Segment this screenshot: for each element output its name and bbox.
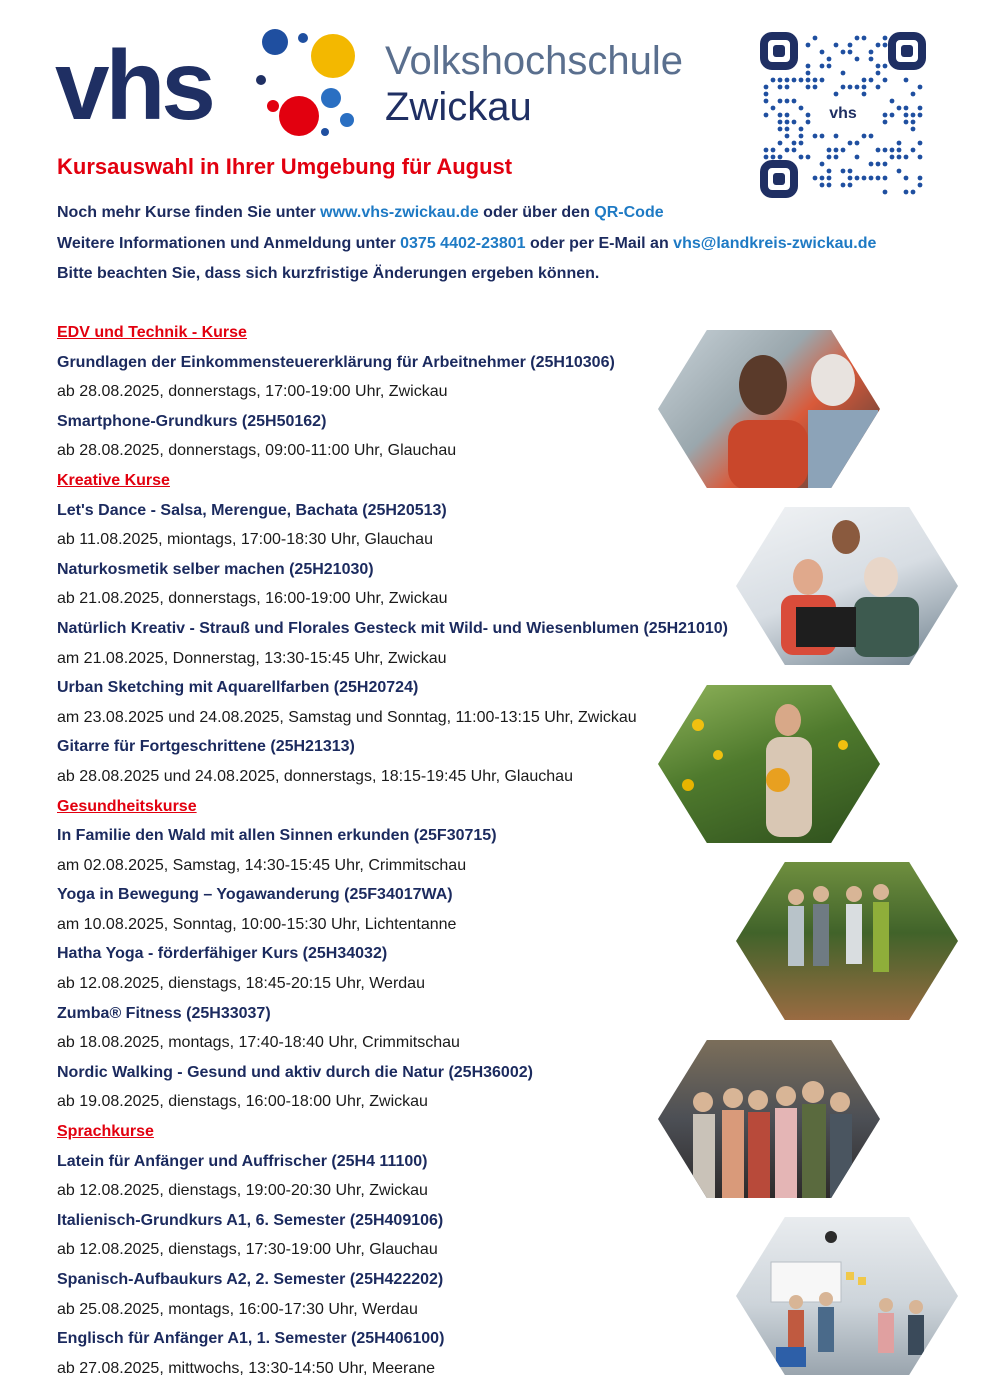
logo-wordmark: vhs bbox=[55, 30, 212, 140]
course-details: ab 18.08.2025, montags, 17:40-18:40 Uhr, Crimmitschau bbox=[57, 1034, 460, 1052]
info-line-contact: Weitere Informationen und Anmeldung unter 0375 4402-23801 oder per E-Mail an vhs@landkreis-zwickau.de bbox=[57, 235, 877, 252]
category-heading: Sprachkurse bbox=[57, 1123, 154, 1141]
logo-name-line2: Zwickau bbox=[385, 85, 532, 129]
course-list bbox=[57, 318, 777, 1383]
logo-name bbox=[385, 38, 683, 130]
course-details: am 21.08.2025, Donnerstag, 13:30-15:45 Uhr, Zwickau bbox=[57, 649, 447, 667]
course-details: ab 12.08.2025, dienstags, 18:45-20:15 Uhr, Werdau bbox=[57, 975, 425, 993]
course-title: In Familie den Wald mit allen Sinnen erkunden (25F30715) bbox=[57, 827, 497, 845]
course-details: ab 11.08.2025, miontags, 17:00-18:30 Uhr, Glauchau bbox=[57, 531, 433, 549]
course-title: Smartphone-Grundkurs (25H50162) bbox=[57, 412, 327, 430]
course-title: Englisch für Anfänger A1, 1. Semester (25H406100) bbox=[57, 1330, 445, 1348]
phone-link[interactable]: 0375 4402-23801 bbox=[400, 235, 526, 252]
qr-code-link[interactable]: QR-Code bbox=[594, 204, 664, 221]
vhs-logo bbox=[55, 28, 735, 148]
course-title: Grundlagen der Einkommensteuererklärung für Arbeitnehmer (25H10306) bbox=[57, 353, 615, 371]
course-title: Spanisch-Aufbaukurs A2, 2. Semester (25H422202) bbox=[57, 1271, 444, 1288]
course-title: Urban Sketching mit Aquarellfarben (25H20724) bbox=[57, 679, 419, 697]
course-title: Yoga in Bewegung – Yogawanderung (25F34017WA) bbox=[57, 886, 453, 904]
course-details: ab 28.08.2025 und 24.08.2025, donnerstags, 18:15-19:45 Uhr, Glauchau bbox=[57, 767, 573, 785]
course-details: ab 28.08.2025, donnerstags, 09:00-11:00 Uhr, Glauchau bbox=[57, 442, 457, 460]
logo-dots-icon bbox=[255, 28, 365, 140]
category-heading: EDV und Technik - Kurse bbox=[57, 324, 247, 341]
course-details: ab 25.08.2025, montags, 16:00-17:30 Uhr, Werdau bbox=[57, 1300, 418, 1318]
course-details: ab 21.08.2025, donnerstags, 16:00-19:00 Uhr, Zwickau bbox=[57, 590, 448, 608]
course-title: Hatha Yoga - förderfähiger Kurs (25H34032) bbox=[57, 945, 388, 963]
course-title: Nordic Walking - Gesund und aktiv durch die Natur (25H36002) bbox=[57, 1063, 533, 1081]
course-title: Natürlich Kreativ - Strauß und Florales Gesteck mit Wild- und Wiesenblumen (25H21010) bbox=[57, 619, 728, 637]
course-details: ab 12.08.2025, dienstags, 17:30-19:00 Uhr, Glauchau bbox=[57, 1241, 438, 1259]
category-heading: Kreative Kurse bbox=[57, 471, 170, 489]
course-title: Naturkosmetik selber machen (25H21030) bbox=[57, 560, 374, 578]
course-details: am 02.08.2025, Samstag, 14:30-15:45 Uhr, Crimmitschau bbox=[57, 856, 467, 874]
course-title: Gitarre für Fortgeschrittene (25H21313) bbox=[57, 738, 355, 756]
course-details: am 10.08.2025, Sonntag, 10:00-15:30 Uhr, Lichtentanne bbox=[57, 915, 457, 933]
course-details: am 23.08.2025 und 24.08.2025, Samstag und Sonntag, 11:00-13:15 Uhr, Zwickau bbox=[57, 708, 637, 726]
logo-name-line1: Volkshochschule bbox=[385, 39, 683, 83]
website-link[interactable]: www.vhs-zwickau.de bbox=[320, 204, 479, 221]
course-details: ab 12.08.2025, dienstags, 19:00-20:30 Uhr, Zwickau bbox=[57, 1182, 428, 1200]
course-details: ab 28.08.2025, donnerstags, 17:00-19:00 Uhr, Zwickau bbox=[57, 383, 448, 401]
course-details: ab 19.08.2025, dienstags, 16:00-18:00 Uhr, Zwickau bbox=[57, 1093, 428, 1111]
email-link[interactable]: vhs@landkreis-zwickau.de bbox=[673, 235, 877, 252]
course-title: Zumba® Fitness (25H33037) bbox=[57, 1004, 271, 1022]
info-line-website: Noch mehr Kurse finden Sie unter www.vhs-zwickau.de oder über den QR-Code bbox=[57, 204, 664, 221]
qr-center-label: vhs bbox=[813, 102, 873, 126]
course-details: ab 27.08.2025, mittwochs, 13:30-14:50 Uhr, Meerane bbox=[57, 1359, 436, 1377]
course-title: Let's Dance - Salsa, Merengue, Bachata (25H20513) bbox=[57, 501, 447, 519]
info-line-notice: Bitte beachten Sie, dass sich kurzfristige Änderungen ergeben können. bbox=[57, 265, 600, 282]
course-title: Latein für Anfänger und Auffrischer (25H4 11100) bbox=[57, 1152, 428, 1170]
category-heading: Gesundheitskurse bbox=[57, 797, 197, 815]
qr-code[interactable] bbox=[758, 30, 928, 200]
page-title: Kursauswahl in Ihrer Umgebung für August bbox=[57, 154, 513, 179]
course-title: Italienisch-Grundkurs A1, 6. Semester (25H409106) bbox=[57, 1211, 444, 1229]
